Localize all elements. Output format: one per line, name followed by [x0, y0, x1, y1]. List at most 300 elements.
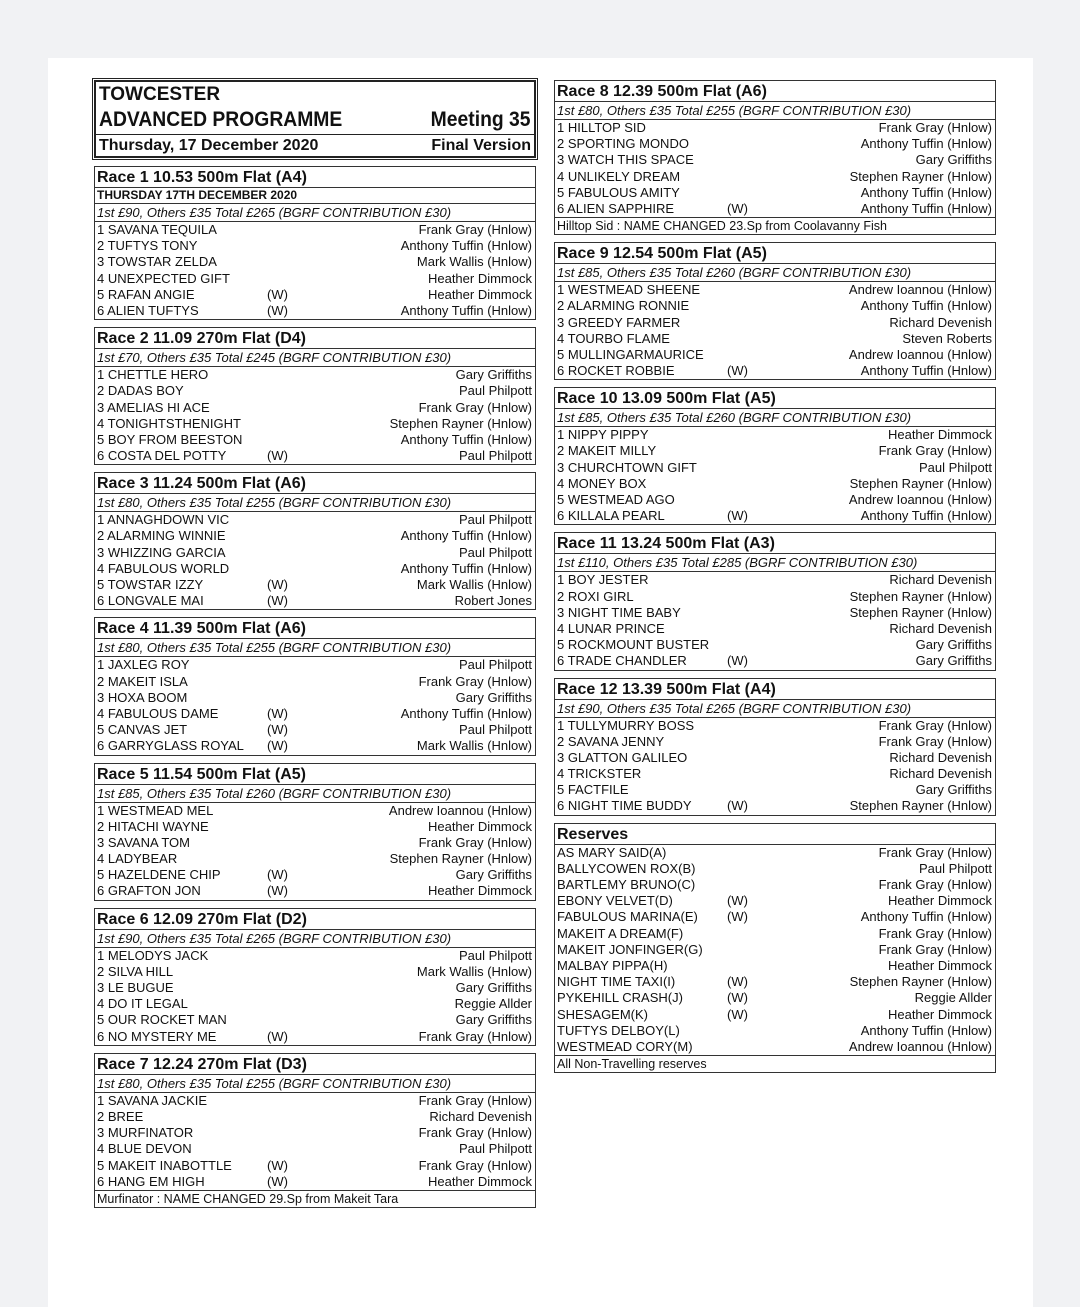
runner-name: 3 AMELIAS HI ACE — [97, 399, 210, 415]
runner-name: 6 GRAFTON JON — [97, 883, 201, 899]
runner-name: 4 FABULOUS WORLD — [97, 560, 230, 576]
runner-name: 1 BOY JESTER — [557, 572, 649, 588]
runner-name: 2 BREE — [97, 1108, 144, 1124]
runner-name: 2 ALARMING RONNIE — [557, 298, 690, 314]
trainer-name: Paul Philpott — [459, 722, 532, 738]
trainer-name: Frank Gray (Hnlow) — [878, 925, 992, 941]
runner-name: 4 TONIGHTSTHENIGHT — [97, 415, 241, 431]
wide-runner-marker: (W) — [267, 867, 288, 883]
wide-runner-marker: (W) — [267, 705, 288, 721]
trainer-name: Paul Philpott — [919, 459, 992, 475]
race-prize-money: 1st £80, Others £35 Total £255 (BGRF CONTRIBUTION £30) — [95, 639, 535, 657]
trainer-name: Stephen Rayner (Hnlow) — [389, 415, 532, 431]
runner-name: 2 ROXI GIRL — [557, 588, 634, 604]
runner-row — [95, 545, 535, 561]
meeting-date: Thursday, 17 December 2020 — [99, 137, 319, 154]
race-prize-money: 1st £110, Others £35 Total £285 (BGRF CONTRIBUTION £30) — [555, 554, 995, 572]
runner-row — [95, 1158, 535, 1174]
runner-row — [95, 964, 535, 980]
race-card — [554, 387, 996, 525]
runner-name: NIGHT TIME TAXI(I) — [557, 974, 676, 990]
meeting-number: Meeting 35 — [431, 108, 531, 131]
trainer-name: Frank Gray (Hnlow) — [418, 1125, 532, 1141]
runner-row — [555, 443, 995, 459]
trainer-name: Frank Gray (Hnlow) — [418, 1157, 532, 1173]
runner-name: MAKEIT A DREAM(F) — [557, 925, 684, 941]
wide-runner-marker: (W) — [267, 738, 288, 754]
programme-header — [94, 80, 536, 158]
runner-row — [95, 287, 535, 303]
runner-name: 3 CHURCHTOWN GIFT — [557, 459, 697, 475]
runner-row — [555, 185, 995, 201]
runner-row — [95, 448, 535, 464]
trainer-name: Anthony Tuffin (Hnlow) — [860, 136, 992, 152]
race-date-subtitle: THURSDAY 17TH DECEMBER 2020 — [95, 188, 535, 204]
right-column — [554, 80, 996, 1080]
runner-name: 1 JAXLEG ROY — [97, 657, 190, 673]
wide-runner-marker: (W) — [727, 893, 748, 909]
wide-runner-marker: (W) — [727, 508, 748, 524]
runner-row — [555, 298, 995, 314]
trainer-name: Andrew Ioannou (Hnlow) — [388, 802, 532, 818]
runner-row — [555, 315, 995, 331]
runner-name: 3 NIGHT TIME BABY — [557, 604, 681, 620]
wide-runner-marker: (W) — [267, 883, 288, 899]
runner-row — [555, 492, 995, 508]
runner-row — [555, 798, 995, 814]
race-prize-money: 1st £70, Others £35 Total £245 (BGRF CONTRIBUTION £30) — [95, 349, 535, 367]
runner-row — [95, 254, 535, 270]
runner-row — [555, 120, 995, 136]
runner-row — [555, 958, 995, 974]
runner-list — [555, 427, 995, 524]
wide-runner-marker: (W) — [267, 1157, 288, 1173]
wide-runner-marker: (W) — [267, 722, 288, 738]
trainer-name: Anthony Tuffin (Hnlow) — [860, 363, 992, 379]
runner-name: 5 TOWSTAR IZZY — [97, 577, 204, 592]
trainer-name: Gary Griffiths — [455, 867, 532, 883]
race-title: Reserves — [555, 824, 995, 845]
trainer-name: Stephen Rayner (Hnlow) — [849, 168, 992, 184]
race-prize-money: 1st £90, Others £35 Total £265 (BGRF CONTRIBUTION £30) — [95, 930, 535, 948]
race-title: Race 4 11.39 500m Flat (A6) — [95, 618, 535, 639]
runner-row — [95, 883, 535, 899]
race-card — [94, 327, 536, 465]
runner-row — [555, 363, 995, 379]
runner-row — [555, 1023, 995, 1039]
runner-name: PYKEHILL CRASH(J) — [557, 990, 683, 1006]
runner-name: 4 UNEXPECTED GIFT — [97, 270, 230, 286]
runner-name: 5 RAFAN ANGIE — [97, 286, 195, 302]
trainer-name: Gary Griffiths — [455, 980, 532, 995]
runner-row — [555, 877, 995, 893]
runner-name: 3 MURFINATOR — [97, 1125, 194, 1141]
wide-runner-marker: (W) — [267, 593, 288, 609]
runner-row — [95, 303, 535, 319]
runner-row — [95, 738, 535, 754]
trainer-name: Frank Gray (Hnlow) — [418, 1028, 532, 1044]
runner-row — [95, 1109, 535, 1125]
trainer-name: Frank Gray (Hnlow) — [418, 399, 532, 415]
race-title: Race 6 12.09 270m Flat (D2) — [95, 909, 535, 930]
runner-row — [555, 508, 995, 524]
trainer-name: Paul Philpott — [459, 512, 532, 528]
runner-name: 2 TUFTYS TONY — [97, 238, 198, 254]
runner-name: 5 OUR ROCKET MAN — [97, 1012, 227, 1028]
runner-row — [555, 909, 995, 925]
runner-name: 5 FACTFILE — [557, 782, 629, 798]
runner-name: WESTMEAD CORY(M) — [557, 1038, 693, 1054]
race-note: Murfinator : NAME CHANGED 29.Sp from Makeit Tara — [95, 1190, 535, 1207]
runner-name: 4 LADYBEAR — [97, 851, 178, 867]
trainer-name: Richard Devenish — [429, 1108, 532, 1124]
race-card — [554, 242, 996, 380]
runner-name: 6 NO MYSTERY ME — [97, 1028, 217, 1044]
race-card — [94, 763, 536, 901]
trainer-name: Frank Gray (Hnlow) — [418, 1092, 532, 1108]
race-card — [94, 166, 536, 320]
trainer-name: Stephen Rayner (Hnlow) — [849, 604, 992, 620]
race-title: Race 8 12.39 500m Flat (A6) — [555, 81, 995, 102]
trainer-name: Frank Gray (Hnlow) — [418, 673, 532, 689]
programme-title: ADVANCED PROGRAMME — [99, 108, 343, 131]
wide-runner-marker: (W) — [727, 990, 748, 1006]
trainer-name: Reggie Allder — [454, 996, 532, 1012]
runner-row — [95, 851, 535, 867]
trainer-name: Paul Philpott — [459, 544, 532, 560]
runner-name: 3 HOXA BOOM — [97, 689, 188, 705]
wide-runner-marker: (W) — [727, 653, 748, 669]
runner-name: 6 COSTA DEL POTTY — [97, 448, 227, 464]
trainer-name: Frank Gray (Hnlow) — [418, 222, 532, 237]
race-card — [94, 472, 536, 610]
race-title: Race 1 10.53 500m Flat (A4) — [95, 167, 535, 188]
runner-name: BALLYCOWEN ROX(B) — [557, 860, 696, 876]
runner-row — [95, 400, 535, 416]
trainer-name: Gary Griffiths — [915, 637, 992, 653]
runner-row — [95, 835, 535, 851]
wide-runner-marker: (W) — [727, 909, 748, 925]
version-label: Final Version — [431, 137, 531, 154]
race-prize-money: 1st £85, Others £35 Total £260 (BGRF CONTRIBUTION £30) — [555, 409, 995, 427]
runner-name: 2 SPORTING MONDO — [557, 136, 689, 152]
trainer-name: Heather Dimmock — [427, 270, 532, 286]
trainer-name: Reggie Allder — [914, 990, 992, 1006]
runner-name: 5 WESTMEAD AGO — [557, 492, 675, 507]
runner-name: 1 ANNAGHDOWN VIC — [97, 512, 230, 528]
runner-row — [555, 653, 995, 669]
runner-name: 1 TULLYMURRY BOSS — [557, 717, 695, 733]
runner-row — [95, 367, 535, 383]
runner-name: EBONY VELVET(D) — [557, 893, 673, 909]
runner-row — [95, 432, 535, 448]
runner-row — [95, 674, 535, 690]
wide-runner-marker: (W) — [727, 363, 748, 379]
trainer-name: Anthony Tuffin (Hnlow) — [860, 200, 992, 216]
runner-row — [555, 974, 995, 990]
runner-name: 3 TOWSTAR ZELDA — [97, 254, 217, 270]
race-card — [94, 1053, 536, 1208]
trainer-name: Richard Devenish — [889, 620, 992, 636]
runner-row — [555, 152, 995, 168]
runner-row — [95, 512, 535, 528]
trainer-name: Mark Wallis (Hnlow) — [416, 963, 532, 979]
runner-row — [95, 561, 535, 577]
trainer-name: Anthony Tuffin (Hnlow) — [860, 1022, 992, 1038]
runner-row — [555, 782, 995, 798]
trainer-name: Paul Philpott — [459, 1141, 532, 1157]
wide-runner-marker: (W) — [727, 200, 748, 216]
runner-row — [95, 416, 535, 432]
runner-row — [555, 926, 995, 942]
trainer-name: Mark Wallis (Hnlow) — [416, 254, 532, 270]
runner-name: SHESAGEM(K) — [557, 1006, 649, 1022]
race-card — [554, 678, 996, 816]
trainer-name: Anthony Tuffin (Hnlow) — [400, 705, 532, 721]
runner-row — [555, 942, 995, 958]
runner-list — [555, 120, 995, 217]
runner-name: 2 ALARMING WINNIE — [97, 528, 226, 544]
trainer-name: Heather Dimmock — [887, 957, 992, 973]
runner-row — [95, 690, 535, 706]
race-card — [94, 617, 536, 755]
trainer-name: Heather Dimmock — [427, 1173, 532, 1189]
trainer-name: Gary Griffiths — [455, 689, 532, 705]
trainer-name: Steven Roberts — [902, 330, 992, 346]
runner-row — [555, 861, 995, 877]
trainer-name: Gary Griffiths — [915, 653, 992, 669]
runner-name: 1 NIPPY PIPPY — [557, 427, 649, 443]
race-card — [94, 908, 536, 1046]
trainer-name: Anthony Tuffin (Hnlow) — [860, 909, 992, 925]
runner-name: FABULOUS MARINA(E) — [557, 909, 698, 925]
runner-row — [95, 948, 535, 964]
runner-list — [95, 948, 535, 1045]
trainer-name: Stephen Rayner (Hnlow) — [849, 974, 992, 990]
runner-name: 6 HANG EM HIGH — [97, 1173, 205, 1189]
trainer-name: Stephen Rayner (Hnlow) — [849, 798, 992, 814]
runner-row — [95, 1012, 535, 1028]
trainer-name: Richard Devenish — [889, 766, 992, 782]
runner-row — [95, 238, 535, 254]
trainer-name: Andrew Ioannou (Hnlow) — [848, 1038, 992, 1054]
runner-row — [555, 460, 995, 476]
runner-row — [555, 734, 995, 750]
runner-row — [555, 282, 995, 298]
race-title: Race 3 11.24 500m Flat (A6) — [95, 473, 535, 494]
race-prize-money: 1st £90, Others £35 Total £265 (BGRF CONTRIBUTION £30) — [555, 700, 995, 718]
trainer-name: Paul Philpott — [919, 860, 992, 876]
venue-title: TOWCESTER — [99, 84, 221, 105]
trainer-name: Stephen Rayner (Hnlow) — [849, 475, 992, 491]
race-prize-money: 1st £80, Others £35 Total £255 (BGRF CONTRIBUTION £30) — [95, 494, 535, 512]
runner-row — [95, 819, 535, 835]
runner-name: 2 MAKEIT ISLA — [97, 673, 188, 689]
runner-row — [555, 990, 995, 1006]
runner-row — [95, 1174, 535, 1190]
wide-runner-marker: (W) — [267, 577, 288, 592]
trainer-name: Frank Gray (Hnlow) — [418, 834, 532, 850]
runner-name: MAKEIT JONFINGER(G) — [557, 941, 703, 957]
trainer-name: Anthony Tuffin (Hnlow) — [400, 238, 532, 254]
runner-name: 5 FABULOUS AMITY — [557, 184, 680, 200]
trainer-name: Robert Jones — [454, 593, 532, 609]
runner-list — [555, 718, 995, 815]
runner-row — [95, 271, 535, 287]
runner-list — [555, 572, 995, 669]
runner-row — [555, 845, 995, 861]
runner-name: 6 ALIEN SAPPHIRE — [557, 200, 675, 216]
trainer-name: Paul Philpott — [459, 947, 532, 963]
runner-name: BARTLEMY BRUNO(C) — [557, 877, 696, 892]
runner-row — [555, 766, 995, 782]
runner-row — [95, 722, 535, 738]
runner-row — [555, 331, 995, 347]
runner-name: 6 ALIEN TUFTYS — [97, 302, 199, 318]
runner-name: 1 SAVANA TEQUILA — [97, 222, 217, 237]
race-card — [554, 532, 996, 670]
trainer-name: Anthony Tuffin (Hnlow) — [860, 184, 992, 200]
trainer-name: Frank Gray (Hnlow) — [878, 844, 992, 860]
runner-list — [555, 845, 995, 1055]
trainer-name: Richard Devenish — [889, 749, 992, 765]
trainer-name: Heather Dimmock — [427, 286, 532, 302]
runner-row — [555, 347, 995, 363]
runner-row — [95, 528, 535, 544]
trainer-name: Anthony Tuffin (Hnlow) — [400, 302, 532, 318]
trainer-name: Paul Philpott — [459, 383, 532, 399]
runner-row — [555, 718, 995, 734]
trainer-name: Stephen Rayner (Hnlow) — [389, 851, 532, 867]
trainer-name: Gary Griffiths — [915, 782, 992, 798]
trainer-name: Richard Devenish — [889, 572, 992, 588]
runner-name: 2 SILVA HILL — [97, 963, 174, 979]
runner-name: 1 WESTMEAD MEL — [97, 802, 214, 818]
race-prize-money: 1st £80, Others £35 Total £255 (BGRF CONTRIBUTION £30) — [555, 102, 995, 120]
runner-name: 3 GREEDY FARMER — [557, 314, 681, 330]
runner-name: 6 ROCKET ROBBIE — [557, 363, 675, 379]
runner-list — [555, 282, 995, 379]
trainer-name: Andrew Ioannou (Hnlow) — [848, 282, 992, 298]
runner-name: 1 SAVANA JACKIE — [97, 1092, 208, 1108]
trainer-name: Andrew Ioannou (Hnlow) — [848, 346, 992, 362]
runner-row — [555, 572, 995, 588]
runner-name: 1 HILLTOP SID — [557, 120, 646, 135]
runner-row — [555, 589, 995, 605]
race-note: Hilltop Sid : NAME CHANGED 23.Sp from Coolavanny Fish — [555, 217, 995, 234]
race-title: Race 5 11.54 500m Flat (A5) — [95, 764, 535, 785]
trainer-name: Gary Griffiths — [455, 1012, 532, 1028]
runner-row — [555, 136, 995, 152]
runner-name: MALBAY PIPPA(H) — [557, 957, 668, 973]
trainer-name: Paul Philpott — [459, 657, 532, 673]
runner-name: 6 TRADE CHANDLER — [557, 653, 687, 669]
runner-row — [95, 1093, 535, 1109]
race-title: Race 10 13.09 500m Flat (A5) — [555, 388, 995, 409]
trainer-name: Heather Dimmock — [887, 427, 992, 443]
runner-name: 5 BOY FROM BEESTON — [97, 431, 243, 447]
trainer-name: Richard Devenish — [889, 314, 992, 330]
runner-name: 6 LONGVALE MAI — [97, 593, 204, 609]
trainer-name: Gary Griffiths — [455, 367, 532, 383]
trainer-name: Frank Gray (Hnlow) — [878, 733, 992, 749]
race-card — [554, 80, 996, 235]
race-title: Race 12 13.39 500m Flat (A4) — [555, 679, 995, 700]
runner-list — [95, 222, 535, 319]
runner-name: AS MARY SAID(A) — [557, 844, 667, 860]
runner-name: 4 FABULOUS DAME — [97, 705, 219, 721]
trainer-name: Paul Philpott — [459, 448, 532, 464]
wide-runner-marker: (W) — [267, 448, 288, 464]
runner-name: 2 MAKEIT MILLY — [557, 443, 657, 459]
runner-row — [555, 893, 995, 909]
trainer-name: Frank Gray (Hnlow) — [878, 941, 992, 957]
trainer-name: Heather Dimmock — [427, 818, 532, 834]
wide-runner-marker: (W) — [267, 1028, 288, 1044]
runner-list — [95, 367, 535, 464]
trainer-name: Stephen Rayner (Hnlow) — [849, 588, 992, 604]
race-title: Race 7 12.24 270m Flat (D3) — [95, 1054, 535, 1075]
trainer-name: Mark Wallis (Hnlow) — [416, 738, 532, 754]
trainer-name: Anthony Tuffin (Hnlow) — [400, 528, 532, 544]
programme-sheet — [48, 58, 1033, 1307]
runner-row — [95, 996, 535, 1012]
wide-runner-marker: (W) — [267, 286, 288, 302]
trainer-name: Gary Griffiths — [915, 152, 992, 168]
runner-row — [95, 577, 535, 593]
runner-name: 6 NIGHT TIME BUDDY — [557, 798, 692, 814]
trainer-name: Frank Gray (Hnlow) — [878, 717, 992, 733]
trainer-name: Anthony Tuffin (Hnlow) — [860, 298, 992, 314]
runner-name: 5 HAZELDENE CHIP — [97, 867, 221, 883]
race-title: Race 9 12.54 500m Flat (A5) — [555, 243, 995, 264]
runner-name: 4 BLUE DEVON — [97, 1141, 192, 1157]
runner-name: 2 SAVANA JENNY — [557, 733, 665, 749]
runner-row — [555, 427, 995, 443]
runner-name: 1 CHETTLE HERO — [97, 367, 209, 383]
runner-row — [555, 621, 995, 637]
trainer-name: Heather Dimmock — [887, 1006, 992, 1022]
trainer-name: Heather Dimmock — [887, 893, 992, 909]
runner-name: 1 WESTMEAD SHEENE — [557, 282, 701, 298]
runner-row — [555, 201, 995, 217]
runner-name: 3 GLATTON GALILEO — [557, 749, 688, 765]
runner-row — [555, 605, 995, 621]
runner-name: TUFTYS DELBOY(L) — [557, 1022, 680, 1038]
runner-row — [95, 657, 535, 673]
runner-name: 4 UNLIKELY DREAM — [557, 168, 681, 184]
runner-row — [95, 383, 535, 399]
runner-name: 5 MAKEIT INABOTTLE — [97, 1157, 232, 1173]
runner-name: 5 CANVAS JET — [97, 722, 188, 738]
runner-row — [95, 803, 535, 819]
trainer-name: Anthony Tuffin (Hnlow) — [400, 560, 532, 576]
runner-list — [95, 512, 535, 609]
runner-name: 1 MELODYS JACK — [97, 947, 209, 963]
race-prize-money: 1st £90, Others £35 Total £265 (BGRF CONTRIBUTION £30) — [95, 204, 535, 222]
runner-row — [95, 222, 535, 238]
trainer-name: Heather Dimmock — [427, 883, 532, 899]
runner-list — [95, 1093, 535, 1190]
runner-name: 6 GARRYGLASS ROYAL — [97, 738, 244, 754]
trainer-name: Frank Gray (Hnlow) — [878, 120, 992, 135]
runner-name: 3 LE BUGUE — [97, 980, 174, 995]
left-column — [94, 80, 536, 1215]
runner-row — [555, 1039, 995, 1055]
runner-row — [555, 1007, 995, 1023]
runner-row — [95, 867, 535, 883]
race-prize-money: 1st £85, Others £35 Total £260 (BGRF CONTRIBUTION £30) — [555, 264, 995, 282]
